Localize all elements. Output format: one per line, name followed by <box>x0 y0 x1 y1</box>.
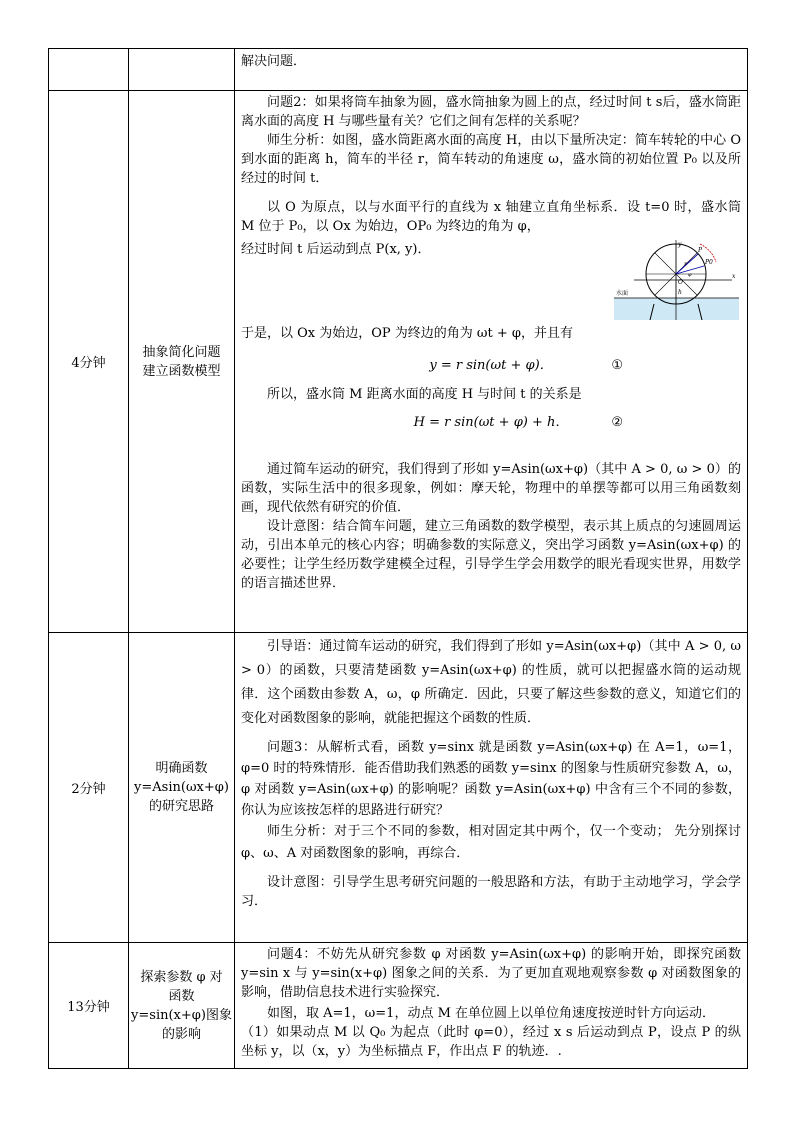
topic-line: 的研究思路 <box>148 799 214 814</box>
topic-line: 函数 <box>168 988 195 1004</box>
topic-line: 的影响 <box>161 1026 201 1042</box>
topic-cell <box>129 943 235 1069</box>
topic-line: y=Asin(ωx+φ) <box>134 780 229 795</box>
content-cell <box>235 91 748 633</box>
topic-line: 抽象简化问题 <box>142 344 221 360</box>
paragraph: 解决问题． <box>241 54 307 69</box>
paragraph: 以 O 为原点，以与水面平行的直线为 x 轴建立直角坐标系．设 t=0 时，盛水筒 M 位于 P₀，以 Ox 为始边，OP₀ 为终边的角为 φ， <box>241 200 741 234</box>
water-area <box>614 298 739 320</box>
topic-line: y=sin(x+φ)图象 <box>131 1007 232 1023</box>
topic-line: 探索参数 φ 对 <box>140 969 223 985</box>
x-label: x <box>732 273 736 280</box>
paragraph: 通过简车运动的研究，我们得到了形如 y=Asin(ωx+φ)（其中 A > 0, ω > 0）的函数，实际生活中的很多现象，例如：摩天轮，物理中的单摆等都可以用三角函数刻画，现代依然有研究的价值． <box>241 462 741 515</box>
equation-2: H = r sin(ωt + φ) + h． ② <box>241 408 741 438</box>
paragraph: 如图，取 A=1，ω=1，动点 M 在单位圆上以单位角速度按逆时针方向运动． <box>267 1006 716 1021</box>
paragraph: 所以，盛水筒 M 距离水面的高度 H 与时间 t 的关系是 <box>267 387 582 402</box>
time-cell: 13分钟 <box>49 943 129 1069</box>
water-label: 水面 <box>616 290 629 297</box>
analysis-paragraph: 师生分析：如图，盛水筒距离水面的高度 H，由以下量所决定：简车转轮的中心 O 到水面的距离 h，简车的半径 r，简车转动的角速度 ω，盛水筒的初始位置 P₀ 以及所经过的时间 t． <box>241 133 741 186</box>
y-label: y <box>678 241 682 248</box>
content-cell <box>235 943 748 1069</box>
topic-cell <box>129 91 235 633</box>
topic-line: 建立函数模型 <box>142 363 221 379</box>
o-label: O <box>678 279 683 286</box>
table-row <box>49 49 748 91</box>
p-label: P <box>698 247 703 254</box>
question-paragraph: 问题3：从解析式看，函数 y=sinx 就是函数 y=Asin(ωx+φ) 在 A=1，ω=1，φ=0 时的特殊情形．能否借助我们熟悉的函数 y=sinx 的图象与性质研究参数 A，ω，φ 对函数 y=Asin(ωx+φ) 的影响呢？函数 y=Asin(ωx+φ) 中含有三个不同的参数，你认为应该按怎样的思路进行研究？ <box>241 740 741 818</box>
topic-cell <box>129 49 235 91</box>
r-label: r <box>684 261 687 268</box>
question-paragraph: 问题4：不妨先从研究参数 φ 对函数 y=Asin(ωx+φ) 的影响开始，即探究函数 y=sin x 与 y=sin(x+φ) 图象之间的关系．为了更加直观地观察参数 φ 对函数图象的影响，借助信息技术进行实验探究． <box>241 947 741 1000</box>
waterwheel-diagram <box>614 240 739 320</box>
lesson-plan-table <box>48 48 748 1069</box>
table-row <box>49 943 748 1069</box>
topic-cell <box>129 633 235 943</box>
paragraph: 于是，以 Ox 为始边，OP 为终边的角为 ωt + φ，并且有 <box>241 326 574 341</box>
table-row <box>49 91 748 633</box>
design-intent-paragraph: 设计意图：结合简车问题，建立三角函数的数学模型，表示其上质点的匀速圆周运动，引出本单元的核心内容；明确参数的实际意义，突出学习函数 y=Asin(ωx+φ) 的必要性；让学生经历数学建模全过程，引导学生学会用数学的眼光看现实世界，用数学的语言描述世界． <box>241 519 741 591</box>
time-cell <box>49 49 129 91</box>
paragraph: 经过时间 t 后运动到点 P(x, y)． <box>241 242 431 257</box>
design-intent-paragraph: 设计意图：引导学生思考研究问题的一般思路和方法，有助于主动地学习，学会学习． <box>241 875 741 909</box>
analysis-paragraph: 师生分析：对于三个不同的参数，相对固定其中两个，仅一个变动； 先分别探讨 φ、ω、A 对函数图象的影响，再综合． <box>241 824 741 861</box>
table-row <box>49 633 748 943</box>
topic-line: 明确函数 <box>155 761 208 776</box>
equation-number: ② <box>611 415 623 430</box>
content-cell <box>235 633 748 943</box>
equation-1: y = r sin(ωt + φ)． ① <box>241 351 741 381</box>
time-cell: 2分钟 <box>49 633 129 943</box>
paragraph: 引导语：通过简车运动的研究，我们得到了形如 y=Asin(ωx+φ)（其中 A > 0, ω > 0）的函数，只要清楚函数 y=Asin(ωx+φ) 的性质，就可以把握盛水筒的运动规律．这个函数由参数 A，ω，φ 所确定．因此，只要了解这些参数的意义，知道它们的变化对函数图象的影响，就能把握这个函数的性质． <box>241 639 741 726</box>
h-label: h <box>678 289 682 296</box>
paragraph: （1）如果动点 M 以 Q₀ 为起点（此时 φ=0），经过 x s 后运动到点 P，设点 P 的纵坐标 y，以（x，y）为坐标描点 F，作出点 F 的轨迹．. <box>241 1025 741 1059</box>
equation-number: ① <box>611 358 623 373</box>
time-cell: 4分钟 <box>49 91 129 633</box>
question-paragraph: 问题2：如果将筒车抽象为圆，盛水筒抽象为圆上的点，经过时间 t s后，盛水筒距离水面的高度 H 与哪些量有关？它们之间有怎样的关系呢？ <box>241 95 741 129</box>
content-cell <box>235 49 748 91</box>
p0-label: P0 <box>705 259 713 266</box>
phi-label: φ <box>688 272 692 278</box>
